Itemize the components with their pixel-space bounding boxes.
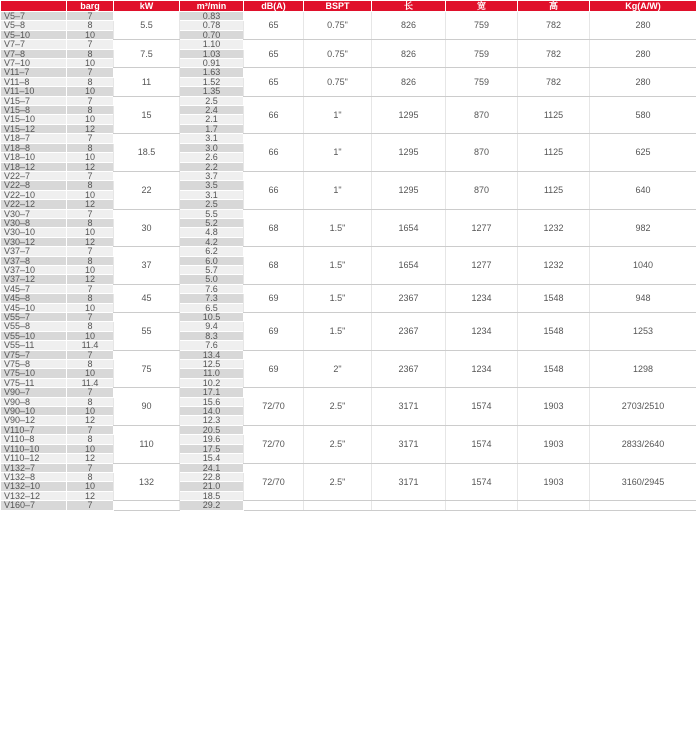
barg-cell: 12 <box>67 162 114 171</box>
barg-cell: 8 <box>67 294 114 303</box>
model-cell: V30–12 <box>1 237 67 246</box>
kw-cell: 55 <box>114 313 180 351</box>
height-cell: 782 <box>518 68 590 96</box>
barg-cell: 7 <box>67 425 114 434</box>
table-row <box>1 209 696 218</box>
model-cell: V55–10 <box>1 331 67 340</box>
model-cell: V30–10 <box>1 228 67 237</box>
table-row <box>1 96 696 105</box>
flow-cell: 11.0 <box>180 369 244 378</box>
barg-cell: 11.4 <box>67 341 114 350</box>
flow-cell: 2.6 <box>180 153 244 162</box>
kw-cell: 75 <box>114 350 180 388</box>
table-row <box>1 247 696 256</box>
noise-cell: 72/70 <box>244 388 304 426</box>
table-row <box>1 68 696 77</box>
model-cell: V90–10 <box>1 407 67 416</box>
model-cell: V15–7 <box>1 96 67 105</box>
header-flow: m³/min <box>180 1 244 12</box>
flow-cell: 9.4 <box>180 322 244 331</box>
flow-cell: 0.83 <box>180 12 244 21</box>
width-cell: 1277 <box>446 247 518 285</box>
bspt-cell: 2.5" <box>304 388 372 426</box>
width-cell: 759 <box>446 40 518 68</box>
flow-cell: 17.1 <box>180 388 244 397</box>
table-body <box>1 12 696 511</box>
barg-cell: 10 <box>67 303 114 312</box>
flow-cell: 1.7 <box>180 124 244 133</box>
width-cell: 870 <box>446 171 518 209</box>
noise-cell: 68 <box>244 247 304 285</box>
header-row <box>1 1 696 12</box>
model-cell: V45–7 <box>1 284 67 293</box>
barg-cell: 10 <box>67 59 114 68</box>
table-row <box>1 388 696 397</box>
kw-cell: 132 <box>114 463 180 501</box>
flow-cell: 0.70 <box>180 30 244 39</box>
bspt-cell: 2" <box>304 350 372 388</box>
bspt-cell <box>304 501 372 510</box>
barg-cell: 10 <box>67 87 114 96</box>
weight-cell <box>590 501 696 510</box>
model-cell: V37–10 <box>1 265 67 274</box>
flow-cell: 6.0 <box>180 256 244 265</box>
flow-cell: 5.2 <box>180 218 244 227</box>
height-cell: 1125 <box>518 96 590 134</box>
flow-cell: 22.8 <box>180 472 244 481</box>
weight-cell: 280 <box>590 12 696 40</box>
length-cell: 1654 <box>372 209 446 247</box>
width-cell: 1234 <box>446 284 518 312</box>
barg-cell: 10 <box>67 228 114 237</box>
barg-cell: 7 <box>67 68 114 77</box>
barg-cell: 7 <box>67 209 114 218</box>
barg-cell: 7 <box>67 284 114 293</box>
table-row <box>1 134 696 143</box>
noise-cell: 72/70 <box>244 425 304 463</box>
flow-cell: 7.6 <box>180 341 244 350</box>
model-cell: V5–10 <box>1 30 67 39</box>
height-cell: 1548 <box>518 350 590 388</box>
barg-cell: 8 <box>67 218 114 227</box>
flow-cell: 10.2 <box>180 378 244 387</box>
height-cell: 782 <box>518 40 590 68</box>
noise-cell: 65 <box>244 68 304 96</box>
barg-cell: 7 <box>67 12 114 21</box>
length-cell: 3171 <box>372 463 446 501</box>
width-cell: 1574 <box>446 463 518 501</box>
model-cell: V90–8 <box>1 397 67 406</box>
noise-cell: 66 <box>244 134 304 172</box>
model-cell: V15–10 <box>1 115 67 124</box>
barg-cell: 12 <box>67 237 114 246</box>
height-cell: 1548 <box>518 313 590 351</box>
model-cell: V75–11 <box>1 378 67 387</box>
barg-cell: 7 <box>67 501 114 510</box>
kw-cell <box>114 501 180 510</box>
flow-cell: 1.35 <box>180 87 244 96</box>
model-cell: V22–10 <box>1 190 67 199</box>
model-cell: V18–7 <box>1 134 67 143</box>
kw-cell: 22 <box>114 171 180 209</box>
model-cell: V18–12 <box>1 162 67 171</box>
flow-cell: 20.5 <box>180 425 244 434</box>
barg-cell: 10 <box>67 444 114 453</box>
weight-cell: 640 <box>590 171 696 209</box>
length-cell: 3171 <box>372 425 446 463</box>
flow-cell: 15.4 <box>180 454 244 463</box>
model-cell: V75–8 <box>1 360 67 369</box>
flow-cell: 24.1 <box>180 463 244 472</box>
width-cell: 1234 <box>446 350 518 388</box>
table-row <box>1 501 696 510</box>
weight-cell: 2703/2510 <box>590 388 696 426</box>
bspt-cell: 2.5" <box>304 425 372 463</box>
barg-cell: 8 <box>67 49 114 58</box>
weight-cell: 280 <box>590 40 696 68</box>
flow-cell: 21.0 <box>180 482 244 491</box>
model-cell: V11–10 <box>1 87 67 96</box>
flow-cell: 2.2 <box>180 162 244 171</box>
barg-cell: 10 <box>67 482 114 491</box>
model-cell: V75–7 <box>1 350 67 359</box>
model-cell: V90–7 <box>1 388 67 397</box>
model-cell: V37–12 <box>1 275 67 284</box>
noise-cell: 69 <box>244 350 304 388</box>
flow-cell: 18.5 <box>180 491 244 500</box>
barg-cell: 7 <box>67 96 114 105</box>
flow-cell: 3.7 <box>180 171 244 180</box>
barg-cell: 8 <box>67 256 114 265</box>
model-cell: V37–7 <box>1 247 67 256</box>
table-row <box>1 171 696 180</box>
flow-cell: 3.1 <box>180 134 244 143</box>
noise-cell <box>244 501 304 510</box>
model-cell: V7–7 <box>1 40 67 49</box>
table-row <box>1 425 696 434</box>
length-cell <box>372 501 446 510</box>
barg-cell: 8 <box>67 106 114 115</box>
barg-cell: 8 <box>67 472 114 481</box>
bspt-cell: 0.75" <box>304 40 372 68</box>
barg-cell: 8 <box>67 322 114 331</box>
model-cell: V110–10 <box>1 444 67 453</box>
barg-cell: 8 <box>67 360 114 369</box>
height-cell: 1903 <box>518 388 590 426</box>
length-cell: 1295 <box>372 134 446 172</box>
flow-cell: 7.3 <box>180 294 244 303</box>
width-cell: 1234 <box>446 313 518 351</box>
barg-cell: 7 <box>67 388 114 397</box>
barg-cell: 8 <box>67 181 114 190</box>
flow-cell: 3.1 <box>180 190 244 199</box>
barg-cell: 8 <box>67 397 114 406</box>
weight-cell: 625 <box>590 134 696 172</box>
model-cell: V15–12 <box>1 124 67 133</box>
table-row <box>1 350 696 359</box>
flow-cell: 10.5 <box>180 313 244 322</box>
header-barg: barg <box>67 1 114 12</box>
bspt-cell: 0.75" <box>304 68 372 96</box>
flow-cell: 6.5 <box>180 303 244 312</box>
height-cell: 1548 <box>518 284 590 312</box>
flow-cell: 3.0 <box>180 143 244 152</box>
barg-cell: 12 <box>67 416 114 425</box>
flow-cell: 13.4 <box>180 350 244 359</box>
length-cell: 826 <box>372 68 446 96</box>
flow-cell: 12.5 <box>180 360 244 369</box>
barg-cell: 10 <box>67 30 114 39</box>
weight-cell: 280 <box>590 68 696 96</box>
barg-cell: 12 <box>67 124 114 133</box>
kw-cell: 11 <box>114 68 180 96</box>
length-cell: 1295 <box>372 171 446 209</box>
barg-cell: 7 <box>67 463 114 472</box>
height-cell: 1125 <box>518 134 590 172</box>
model-cell: V5–8 <box>1 21 67 30</box>
barg-cell: 10 <box>67 407 114 416</box>
kw-cell: 110 <box>114 425 180 463</box>
barg-cell: 11.4 <box>67 378 114 387</box>
width-cell: 1277 <box>446 209 518 247</box>
width-cell: 870 <box>446 96 518 134</box>
weight-cell: 982 <box>590 209 696 247</box>
header-kw: kW <box>114 1 180 12</box>
length-cell: 2367 <box>372 313 446 351</box>
table-row <box>1 313 696 322</box>
noise-cell: 66 <box>244 171 304 209</box>
barg-cell: 10 <box>67 331 114 340</box>
flow-cell: 3.5 <box>180 181 244 190</box>
model-cell: V30–7 <box>1 209 67 218</box>
barg-cell: 7 <box>67 247 114 256</box>
height-cell: 1232 <box>518 209 590 247</box>
height-cell: 1125 <box>518 171 590 209</box>
barg-cell: 12 <box>67 275 114 284</box>
noise-cell: 65 <box>244 40 304 68</box>
noise-cell: 69 <box>244 313 304 351</box>
kw-cell: 90 <box>114 388 180 426</box>
barg-cell: 10 <box>67 265 114 274</box>
model-cell: V30–8 <box>1 218 67 227</box>
barg-cell: 7 <box>67 134 114 143</box>
flow-cell: 1.52 <box>180 77 244 86</box>
noise-cell: 69 <box>244 284 304 312</box>
barg-cell: 8 <box>67 435 114 444</box>
weight-cell: 1253 <box>590 313 696 351</box>
header-width: 宽 <box>446 1 518 12</box>
height-cell: 1903 <box>518 425 590 463</box>
flow-cell: 1.63 <box>180 68 244 77</box>
model-cell: V110–8 <box>1 435 67 444</box>
width-cell: 1574 <box>446 388 518 426</box>
model-cell: V160–7 <box>1 501 67 510</box>
barg-cell: 10 <box>67 115 114 124</box>
flow-cell: 2.4 <box>180 106 244 115</box>
model-cell: V22–12 <box>1 200 67 209</box>
width-cell <box>446 501 518 510</box>
model-cell: V5–7 <box>1 12 67 21</box>
bspt-cell: 1" <box>304 171 372 209</box>
flow-cell: 0.78 <box>180 21 244 30</box>
flow-cell: 15.6 <box>180 397 244 406</box>
length-cell: 826 <box>372 12 446 40</box>
model-cell: V7–10 <box>1 59 67 68</box>
width-cell: 1574 <box>446 425 518 463</box>
model-cell: V110–12 <box>1 454 67 463</box>
barg-cell: 12 <box>67 491 114 500</box>
flow-cell: 8.3 <box>180 331 244 340</box>
flow-cell: 5.7 <box>180 265 244 274</box>
noise-cell: 66 <box>244 96 304 134</box>
width-cell: 759 <box>446 68 518 96</box>
barg-cell: 12 <box>67 200 114 209</box>
kw-cell: 18.5 <box>114 134 180 172</box>
table-row <box>1 284 696 293</box>
model-cell: V90–12 <box>1 416 67 425</box>
bspt-cell: 1.5" <box>304 284 372 312</box>
model-cell: V55–7 <box>1 313 67 322</box>
flow-cell: 5.0 <box>180 275 244 284</box>
height-cell: 1232 <box>518 247 590 285</box>
model-cell: V132–10 <box>1 482 67 491</box>
weight-cell: 580 <box>590 96 696 134</box>
bspt-cell: 1.5" <box>304 247 372 285</box>
flow-cell: 2.5 <box>180 200 244 209</box>
kw-cell: 30 <box>114 209 180 247</box>
kw-cell: 37 <box>114 247 180 285</box>
height-cell <box>518 501 590 510</box>
header-bspt: BSPT <box>304 1 372 12</box>
noise-cell: 68 <box>244 209 304 247</box>
kw-cell: 45 <box>114 284 180 312</box>
flow-cell: 12.3 <box>180 416 244 425</box>
bspt-cell: 1.5" <box>304 313 372 351</box>
model-cell: V37–8 <box>1 256 67 265</box>
model-cell: V22–7 <box>1 171 67 180</box>
bspt-cell: 2.5" <box>304 463 372 501</box>
weight-cell: 948 <box>590 284 696 312</box>
header-model <box>1 1 67 12</box>
barg-cell: 7 <box>67 40 114 49</box>
model-cell: V55–11 <box>1 341 67 350</box>
model-cell: V75–10 <box>1 369 67 378</box>
flow-cell: 0.91 <box>180 59 244 68</box>
bspt-cell: 1.5" <box>304 209 372 247</box>
barg-cell: 8 <box>67 21 114 30</box>
barg-cell: 10 <box>67 190 114 199</box>
bspt-cell: 1" <box>304 96 372 134</box>
header-noise: dB(A) <box>244 1 304 12</box>
flow-cell: 6.2 <box>180 247 244 256</box>
flow-cell: 29.2 <box>180 501 244 510</box>
weight-cell: 2833/2640 <box>590 425 696 463</box>
weight-cell: 1040 <box>590 247 696 285</box>
bspt-cell: 0.75" <box>304 12 372 40</box>
table-row <box>1 463 696 472</box>
noise-cell: 72/70 <box>244 463 304 501</box>
height-cell: 1903 <box>518 463 590 501</box>
model-cell: V132–8 <box>1 472 67 481</box>
model-cell: V18–8 <box>1 143 67 152</box>
model-cell: V18–10 <box>1 153 67 162</box>
model-cell: V132–7 <box>1 463 67 472</box>
model-cell: V7–8 <box>1 49 67 58</box>
noise-cell: 65 <box>244 12 304 40</box>
model-cell: V45–10 <box>1 303 67 312</box>
table-row <box>1 12 696 21</box>
model-cell: V132–12 <box>1 491 67 500</box>
barg-cell: 8 <box>67 143 114 152</box>
flow-cell: 17.5 <box>180 444 244 453</box>
header-length: 长 <box>372 1 446 12</box>
barg-cell: 10 <box>67 369 114 378</box>
length-cell: 1295 <box>372 96 446 134</box>
model-cell: V15–8 <box>1 106 67 115</box>
model-cell: V22–8 <box>1 181 67 190</box>
length-cell: 826 <box>372 40 446 68</box>
kw-cell: 5.5 <box>114 12 180 40</box>
flow-cell: 19.6 <box>180 435 244 444</box>
header-height: 高 <box>518 1 590 12</box>
barg-cell: 12 <box>67 454 114 463</box>
barg-cell: 8 <box>67 77 114 86</box>
flow-cell: 2.1 <box>180 115 244 124</box>
flow-cell: 4.8 <box>180 228 244 237</box>
flow-cell: 1.10 <box>180 40 244 49</box>
kw-cell: 15 <box>114 96 180 134</box>
barg-cell: 10 <box>67 153 114 162</box>
kw-cell: 7.5 <box>114 40 180 68</box>
flow-cell: 7.6 <box>180 284 244 293</box>
flow-cell: 5.5 <box>180 209 244 218</box>
model-cell: V45–8 <box>1 294 67 303</box>
barg-cell: 7 <box>67 171 114 180</box>
length-cell: 1654 <box>372 247 446 285</box>
length-cell: 2367 <box>372 284 446 312</box>
flow-cell: 4.2 <box>180 237 244 246</box>
barg-cell: 7 <box>67 313 114 322</box>
length-cell: 3171 <box>372 388 446 426</box>
flow-cell: 14.0 <box>180 407 244 416</box>
table-row <box>1 40 696 49</box>
bspt-cell: 1" <box>304 134 372 172</box>
weight-cell: 1298 <box>590 350 696 388</box>
height-cell: 782 <box>518 12 590 40</box>
width-cell: 870 <box>446 134 518 172</box>
flow-cell: 2.5 <box>180 96 244 105</box>
model-cell: V55–8 <box>1 322 67 331</box>
length-cell: 2367 <box>372 350 446 388</box>
barg-cell: 7 <box>67 350 114 359</box>
width-cell: 759 <box>446 12 518 40</box>
header-weight: Kg(A/W) <box>590 1 696 12</box>
model-cell: V11–7 <box>1 68 67 77</box>
weight-cell: 3160/2945 <box>590 463 696 501</box>
model-cell: V110–7 <box>1 425 67 434</box>
model-cell: V11–8 <box>1 77 67 86</box>
flow-cell: 1.03 <box>180 49 244 58</box>
